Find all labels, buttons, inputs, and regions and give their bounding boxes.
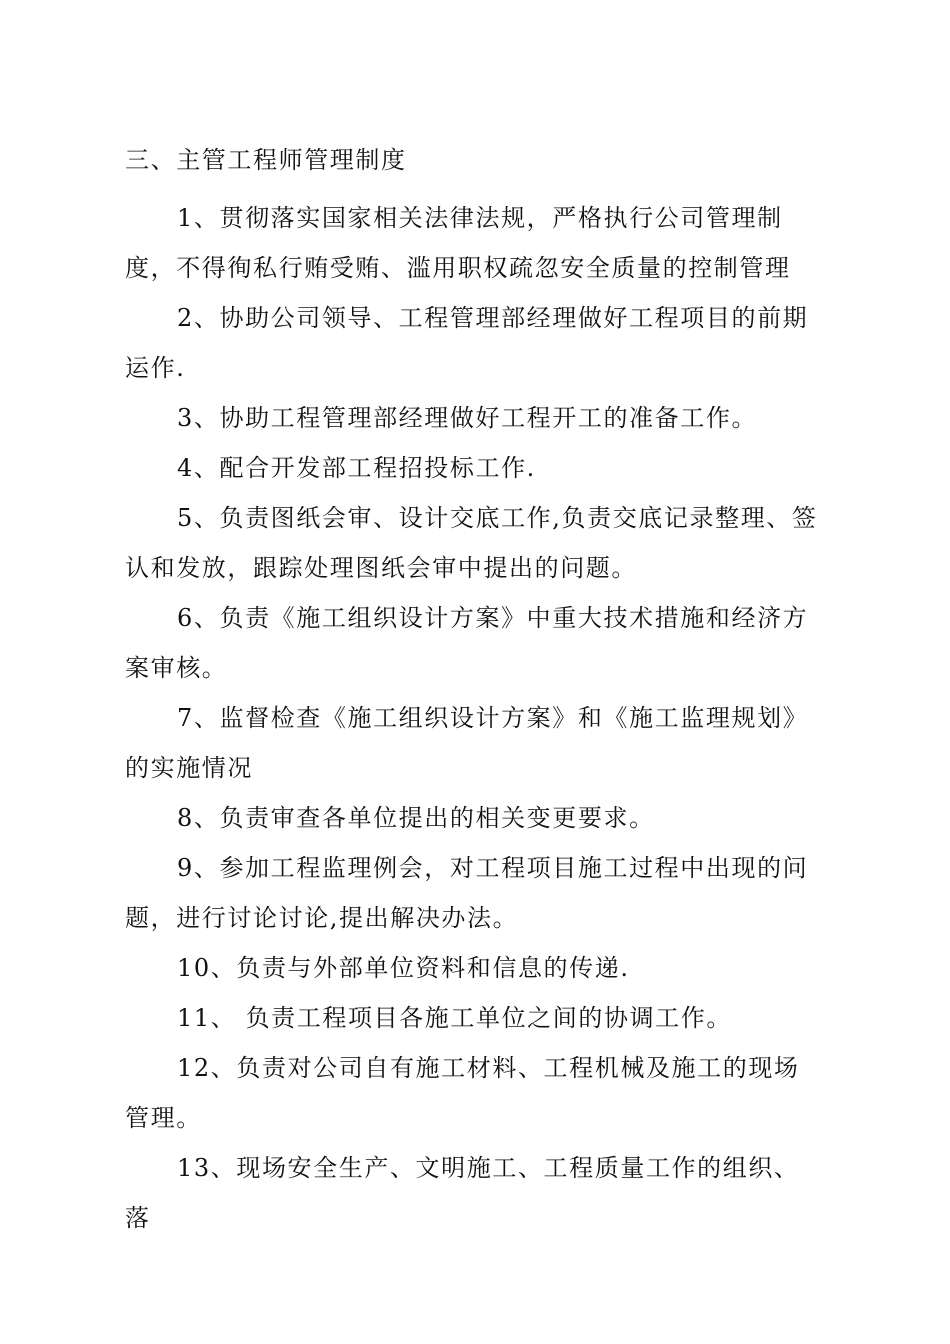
clause-item-4: 4、配合开发部工程招投标工作.	[177, 454, 536, 482]
clause-item-13: 13、现场安全生产、文明施工、工程质量工作的组织、落	[125, 1154, 800, 1232]
clause-item-5: 5、负责图纸会审、设计交底工作,负责交底记录整理、签认和发放，跟踪处理图纸会审中提出的问题。	[125, 504, 818, 582]
clause-item-2: 2、协助公司领导、工程管理部经理做好工程项目的前期运作.	[125, 304, 809, 382]
clause-item-8: 8、负责审查各单位提出的相关变更要求。	[177, 804, 655, 832]
clause-item-12: 12、负责对公司自有施工材料、工程机械及施工的现场管理。	[125, 1054, 800, 1132]
clause-item-7: 7、监督检查《施工组织设计方案》和《施工监理规划》的实施情况	[125, 704, 809, 782]
clause-item-6: 6、负责《施工组织设计方案》中重大技术措施和经济方案审核。	[125, 604, 809, 682]
clause-item-10: 10、负责与外部单位资料和信息的传递.	[177, 954, 630, 982]
clause-item-1: 1、贯彻落实国家相关法律法规，严格执行公司管理制度，不得徇私行贿受贿、滥用职权疏忽安全质量的控制管理	[125, 204, 791, 282]
clause-item-3: 3、协助工程管理部经理做好工程开工的准备工作。	[177, 404, 758, 432]
clause-item-11: 11、 负责工程项目各施工单位之间的协调工作。	[177, 1004, 732, 1032]
clause-item-9: 9、参加工程监理例会，对工程项目施工过程中出现的问题，进行讨论讨论,提出解决办法。	[125, 854, 809, 932]
section-heading: 三、主管工程师管理制度	[125, 146, 407, 174]
clause-list	[125, 193, 825, 1243]
